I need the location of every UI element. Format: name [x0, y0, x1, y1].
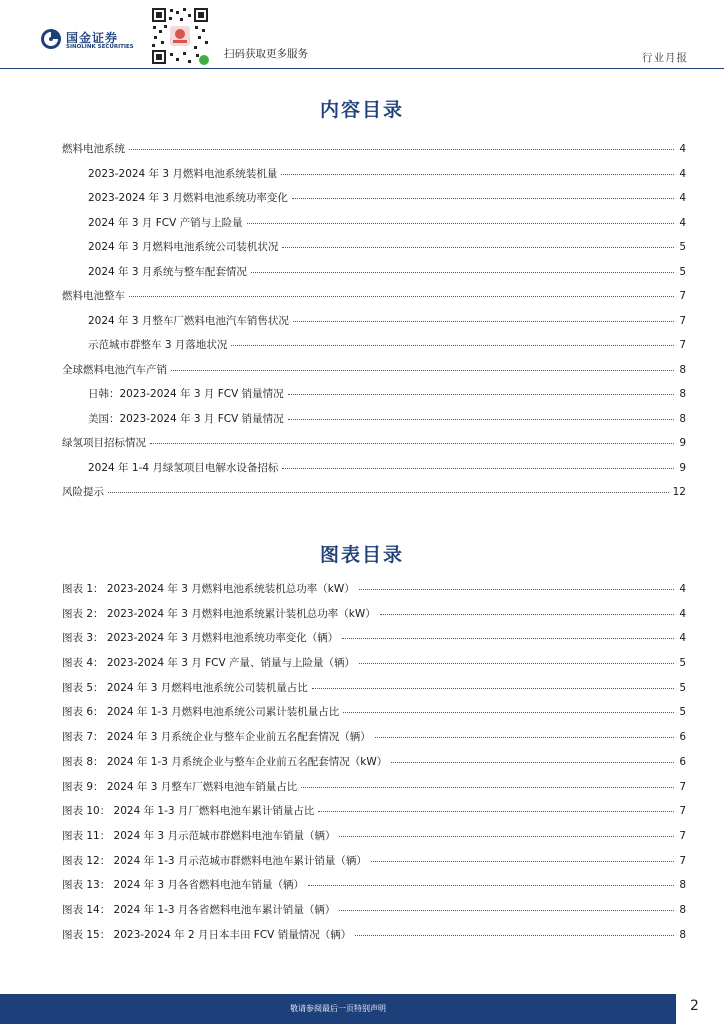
figure-entry-title: 图表 7： 2024 年 3 月系统企业与整车企业前五名配套情况（辆） — [62, 731, 371, 744]
toc-entry-page: 7 — [679, 339, 686, 351]
figure-entry-page: 7 — [679, 854, 686, 867]
dot-leader — [359, 650, 674, 664]
figure-entry-page: 8 — [679, 903, 686, 916]
figure-entry-page: 4 — [679, 632, 686, 645]
figure-entry[interactable] — [62, 800, 686, 825]
company-logo — [40, 28, 140, 54]
toc-entry[interactable] — [62, 359, 686, 384]
figure-entry-title: 图表 6： 2024 年 1-3 月燃料电池系统公司累计装机量占比 — [62, 706, 340, 719]
sinolink-logo-icon — [40, 28, 62, 50]
toc-entry[interactable] — [62, 481, 686, 506]
qr-caption: 扫码获取更多服务 — [224, 48, 308, 60]
figure-entry-page: 5 — [679, 681, 686, 694]
dot-leader — [129, 136, 674, 150]
toc-entry-title: 燃料电池系统 — [62, 143, 125, 155]
dot-leader — [375, 724, 674, 738]
figure-entry-page: 7 — [679, 805, 686, 818]
toc-entry[interactable] — [62, 138, 686, 163]
toc-entry-title: 2024 年 1-4 月绿氢项目电解水设备招标 — [88, 461, 279, 474]
figure-entry-title: 图表 5： 2024 年 3 月燃料电池系统公司装机量占比 — [62, 681, 308, 694]
dot-leader — [231, 332, 674, 346]
toc-entry-title: 2024 年 3 月系统与整车配套情况 — [88, 265, 247, 278]
figure-entry[interactable] — [62, 874, 686, 899]
toc-entry-page: 8 — [679, 412, 686, 425]
dot-leader — [292, 185, 674, 199]
dot-leader — [339, 823, 674, 837]
figure-entry[interactable] — [62, 726, 686, 751]
toc-entry-title: 2024 年 3 月整车厂燃料电池汽车销售状况 — [88, 314, 289, 327]
logo-chinese-name: 国金证券 — [66, 31, 119, 45]
dot-leader — [391, 749, 674, 763]
toc-entry[interactable] — [62, 212, 686, 237]
toc-entry[interactable] — [62, 163, 686, 188]
figure-entry[interactable] — [62, 899, 686, 924]
dot-leader — [288, 381, 674, 395]
toc-entry-page: 8 — [679, 388, 686, 400]
dot-leader — [308, 872, 674, 886]
figure-entry[interactable] — [62, 776, 686, 801]
toc-entry-title: 2023-2024 年 3 月燃料电池系统功率变化 — [88, 192, 288, 204]
table-of-contents — [62, 138, 686, 506]
figure-entry-page: 7 — [679, 780, 686, 793]
dot-leader — [301, 774, 674, 788]
figure-entry-page: 6 — [679, 755, 686, 768]
toc-entry-page: 4 — [679, 167, 686, 180]
figure-entry[interactable] — [62, 652, 686, 677]
toc-entry-page: 7 — [679, 290, 686, 302]
toc-entry-title: 日韩：2023-2024 年 3 月 FCV 销量情况 — [88, 388, 284, 400]
dot-leader — [282, 234, 674, 248]
figure-entry-title: 图表 13： 2024 年 3 月各省燃料电池车销量（辆） — [62, 879, 304, 892]
figure-entry[interactable] — [62, 701, 686, 726]
toc-entry-title: 美国：2023-2024 年 3 月 FCV 销量情况 — [88, 412, 284, 425]
dot-leader — [293, 308, 674, 322]
dot-leader — [312, 675, 674, 689]
toc-entry-title: 2024 年 3 月燃料电池系统公司装机状况 — [88, 241, 279, 253]
figure-entry[interactable] — [62, 825, 686, 850]
toc-entry[interactable] — [62, 261, 686, 286]
toc-entry[interactable] — [62, 334, 686, 359]
figure-entry-title: 图表 12： 2024 年 1-3 月示范城市群燃料电池车累计销量（辆） — [62, 854, 367, 867]
dot-leader — [380, 601, 674, 615]
figure-entry-title: 图表 11： 2024 年 3 月示范城市群燃料电池车销量（辆） — [62, 829, 336, 842]
toc-entry-page: 5 — [679, 265, 686, 278]
toc-entry-title: 绿氢项目招标情况 — [62, 437, 146, 449]
figure-entry[interactable] — [62, 850, 686, 875]
toc-entry-title: 2023-2024 年 3 月燃料电池系统装机量 — [88, 167, 278, 180]
figure-entry-page: 4 — [679, 583, 686, 595]
page-number: 2 — [690, 998, 699, 1014]
header-divider — [0, 68, 724, 69]
dot-leader — [129, 283, 674, 297]
figure-entry[interactable] — [62, 677, 686, 702]
figure-entry-page: 5 — [679, 657, 686, 670]
figure-entry[interactable] — [62, 924, 686, 949]
figure-entry-title: 图表 10： 2024 年 1-3 月厂燃料电池车累计销量占比 — [62, 805, 315, 818]
figure-entry-title: 图表 8： 2024 年 1-3 月系统企业与整车企业前五名配套情况（kW） — [62, 755, 388, 768]
figure-entry-page: 5 — [679, 706, 686, 719]
toc-entry[interactable] — [62, 408, 686, 433]
toc-entry[interactable] — [62, 236, 686, 261]
figure-entry-page: 7 — [679, 829, 686, 842]
dot-leader — [355, 922, 674, 936]
toc-entry-page: 8 — [679, 363, 686, 376]
dot-leader — [318, 798, 674, 812]
figure-entry[interactable] — [62, 603, 686, 628]
qr-code-icon — [150, 6, 210, 66]
toc-entry-page: 7 — [679, 314, 686, 327]
toc-entry-title: 示范城市群整车 3 月落地状况 — [88, 339, 228, 351]
figure-entry-title: 图表 4： 2023-2024 年 3 月 FCV 产量、销量与上险量（辆） — [62, 657, 356, 670]
dot-leader — [171, 357, 674, 371]
dot-leader — [251, 259, 674, 273]
toc-entry[interactable] — [62, 457, 686, 482]
toc-entry-page: 4 — [679, 216, 686, 229]
toc-entry[interactable] — [62, 432, 686, 457]
toc-entry-page: 4 — [679, 143, 686, 155]
toc-entry[interactable] — [62, 310, 686, 335]
figure-entry[interactable] — [62, 578, 686, 603]
page-header — [0, 0, 724, 70]
dot-leader — [288, 406, 674, 420]
dot-leader — [282, 455, 674, 469]
figure-entry-title: 图表 14： 2024 年 1-3 月各省燃料电池车累计销量（辆） — [62, 903, 336, 916]
figure-entry-page: 8 — [679, 928, 686, 941]
toc-entry-title: 风险提示 — [62, 486, 104, 498]
dot-leader — [342, 625, 674, 639]
toc-entry-title: 燃料电池整车 — [62, 290, 125, 302]
figure-entry-title: 图表 9： 2024 年 3 月整车厂燃料电池车销量占比 — [62, 780, 298, 793]
figures-title: 图表目录 — [319, 544, 404, 566]
toc-entry-page: 9 — [679, 437, 686, 449]
dot-leader — [150, 430, 674, 444]
contents-title: 内容目录 — [319, 99, 404, 121]
dot-leader — [343, 699, 674, 713]
report-type-label: 行业月报 — [642, 52, 688, 64]
dot-leader — [339, 897, 674, 911]
dot-leader — [371, 848, 674, 862]
dot-leader — [247, 210, 674, 224]
toc-entry[interactable] — [62, 383, 686, 408]
toc-entry[interactable] — [62, 187, 686, 212]
logo-english-name: SINOLINK SECURITIES — [66, 44, 134, 50]
figure-entry-title: 图表 1： 2023-2024 年 3 月燃料电池系统装机总功率（kW） — [62, 583, 355, 595]
footer-disclaimer: 敬请参阅最后一页特别声明 — [290, 1004, 386, 1013]
toc-entry-title: 全球燃料电池汽车产销 — [62, 363, 167, 376]
dot-leader — [281, 161, 674, 175]
list-of-figures — [62, 578, 686, 948]
dot-leader — [359, 576, 674, 590]
figure-entry-title: 图表 3： 2023-2024 年 3 月燃料电池系统功率变化（辆） — [62, 632, 339, 645]
toc-entry-page: 5 — [679, 241, 686, 253]
figure-entry[interactable] — [62, 627, 686, 652]
figure-entry-title: 图表 15： 2023-2024 年 2 月日本丰田 FCV 销量情况（辆） — [62, 928, 352, 941]
figure-entry-page: 4 — [679, 607, 686, 620]
toc-entry-page: 12 — [672, 486, 686, 498]
toc-entry[interactable] — [62, 285, 686, 310]
figure-entry-page: 6 — [679, 731, 686, 744]
dot-leader — [108, 479, 669, 493]
toc-entry-page: 4 — [679, 192, 686, 204]
toc-entry-title: 2024 年 3 月 FCV 产销与上险量 — [88, 216, 243, 229]
figure-entry-page: 8 — [679, 879, 686, 892]
figure-entry[interactable] — [62, 751, 686, 776]
figure-entry-title: 图表 2： 2023-2024 年 3 月燃料电池系统累计装机总功率（kW） — [62, 607, 376, 620]
toc-entry-page: 9 — [679, 461, 686, 474]
